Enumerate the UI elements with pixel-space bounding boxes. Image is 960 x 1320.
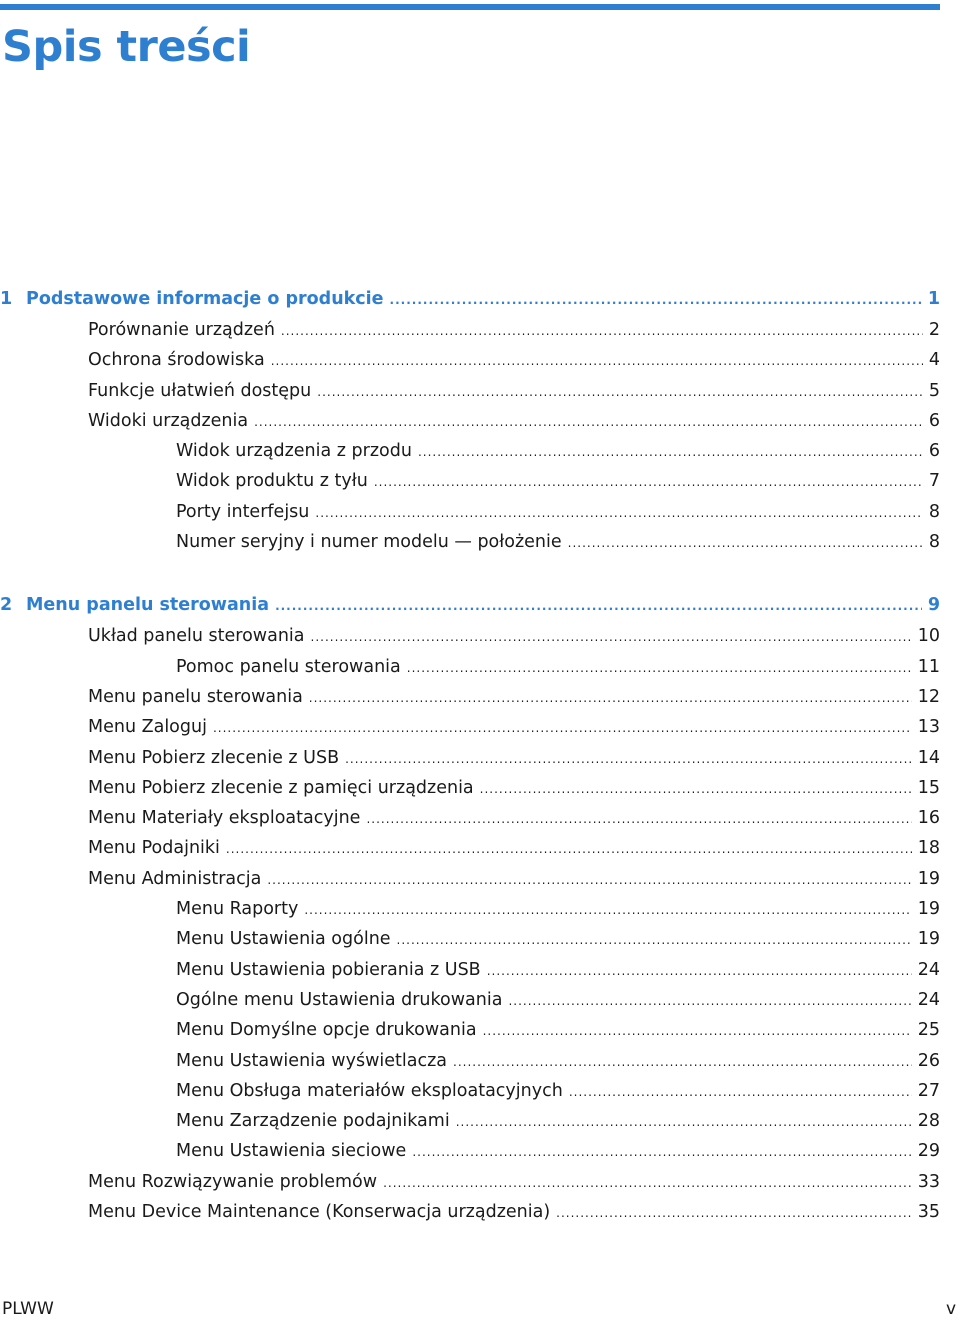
chapter-number: 2 [0,595,13,616]
entry-title: Menu Zarządzenie podajnikami [176,1111,450,1132]
entry-title: Menu Administracja [88,868,262,889]
page-number: 14 [917,747,940,768]
entry-title: Ochrona środowiska [88,350,265,371]
dot-leader [226,834,912,864]
entry-title: Porty interfejsu [176,501,310,522]
page-number: 28 [917,1111,940,1132]
toc-entry[interactable] [0,773,940,803]
dot-leader [366,804,911,834]
dot-leader [317,377,923,407]
toc-chapter-2 [0,590,940,1227]
dot-leader [418,437,923,467]
page-number: 13 [917,717,940,738]
page-number: 33 [917,1171,940,1192]
page-title: Spis treści [2,22,251,72]
toc-entry[interactable] [0,621,940,651]
dot-leader [487,956,912,986]
page-number: 26 [917,1050,940,1071]
entry-title: Menu Rozwiązywanie problemów [88,1171,378,1192]
page-number: 19 [917,899,940,920]
page-number: 27 [917,1080,940,1101]
dot-leader [456,1107,912,1137]
footer-page-number: v [945,1299,956,1319]
dot-leader [383,1168,912,1198]
page-number: 6 [928,410,940,431]
page-number: 6 [928,441,940,462]
dot-leader [480,774,912,804]
toc-entry[interactable] [0,955,940,985]
entry-title: Menu Materiały eksploatacyjne [88,808,361,829]
dot-leader [304,895,911,925]
page-number: 24 [917,989,940,1010]
toc-entry[interactable] [0,1015,940,1045]
page-number: 10 [917,626,940,647]
entry-title: Numer seryjny i numer modelu — położenie [176,532,562,553]
entry-title: Widok produktu z tyłu [176,471,368,492]
page-number: 11 [917,656,940,677]
toc-entry[interactable] [0,406,940,436]
toc-entry[interactable] [0,985,940,1015]
page-number: 4 [928,350,940,371]
dot-leader [254,407,923,437]
entry-title: Menu Zaloguj [88,717,207,738]
page-number: 25 [917,1020,940,1041]
entry-title: Układ panelu sterowania [88,626,305,647]
page-number: 18 [917,838,940,859]
chapter-number: 1 [0,289,13,309]
dot-leader [345,744,912,774]
page-number: 24 [917,959,940,980]
dot-leader [569,1077,912,1107]
entry-title: Porównanie urządzeń [88,320,275,340]
toc-chapter-1 [0,284,940,557]
toc-chapter-heading[interactable] [0,284,940,315]
dot-leader [556,1198,912,1228]
entry-title: Menu Pobierz zlecenie z pamięci urządzenia [88,777,474,798]
entry-title: Menu panelu sterowania [88,686,303,707]
dot-leader [213,713,912,743]
dot-leader [281,316,923,346]
dot-leader [271,346,923,376]
dot-leader [412,1137,911,1167]
entry-title: Menu Ustawienia wyświetlacza [176,1050,448,1071]
entry-title: Menu Podajniki [88,838,220,859]
toc-entry[interactable] [0,1136,940,1166]
toc-entry[interactable] [0,376,940,406]
dot-leader [390,285,922,316]
page-number: 19 [917,929,940,950]
entry-title: Menu Obsługa materiałów eksploatacyjnych [176,1080,563,1101]
entry-title: Widok urządzenia z przodu [176,441,412,462]
entry-title: Pomoc panelu sterowania [176,656,401,677]
entry-title: Widoki urządzenia [88,410,249,431]
page-number: 29 [917,1141,940,1162]
toc-entry[interactable] [0,833,940,863]
entry-title: Menu Ustawienia pobierania z USB [176,959,481,980]
toc-entry[interactable] [0,345,940,375]
dot-leader [397,925,912,955]
entry-title: Ogólne menu Ustawienia drukowania [176,989,503,1010]
toc-entry[interactable] [0,894,940,924]
entry-title: Menu Pobierz zlecenie z USB [88,747,340,768]
toc-entry[interactable] [0,315,940,345]
page-number: 12 [917,686,940,707]
chapter-title: Menu panelu sterowania [26,595,270,616]
toc-entry[interactable] [0,1076,940,1106]
toc-entry[interactable] [0,527,940,557]
toc-entry[interactable] [0,682,940,712]
toc-entry[interactable] [0,924,940,954]
header-rule [0,4,940,10]
dot-leader [374,467,923,497]
toc-entry[interactable] [0,864,940,894]
table-of-contents [0,284,940,1260]
toc-chapter-heading[interactable] [0,590,940,621]
dot-leader [309,683,912,713]
toc-entry[interactable] [0,743,940,773]
toc-entry[interactable] [0,1167,940,1197]
entry-title: Menu Raporty [176,899,299,920]
entry-title: Menu Device Maintenance (Konserwacja urządzenia) [88,1202,551,1223]
page-number: 15 [917,777,940,798]
dot-leader [315,498,922,528]
toc-entry[interactable] [0,466,940,496]
page-number: 7 [928,471,940,492]
page-number: 16 [917,808,940,829]
entry-title: Funkcje ułatwień dostępu [88,380,312,401]
entry-title: Menu Domyślne opcje drukowania [176,1020,477,1041]
footer-doc-code: PLWW [2,1299,54,1319]
page-number: 9 [927,595,940,616]
entry-title: Menu Ustawienia ogólne [176,929,391,950]
toc-entry[interactable] [0,803,940,833]
page-number: 1 [927,289,940,309]
page-number: 19 [917,868,940,889]
page-number: 2 [928,320,940,340]
page-number: 5 [928,380,940,401]
toc-entry[interactable] [0,712,940,742]
dot-leader [483,1016,912,1046]
entry-title: Menu Ustawienia sieciowe [176,1141,407,1162]
page-number: 8 [928,501,940,522]
chapter-title: Podstawowe informacje o produkcie [26,289,384,309]
toc-entry[interactable] [0,436,940,466]
toc-entry[interactable] [0,1046,940,1076]
dot-leader [508,986,911,1016]
toc-entry[interactable] [0,652,940,682]
toc-entry[interactable] [0,1197,940,1227]
toc-entry[interactable] [0,1106,940,1136]
dot-leader [453,1047,912,1077]
dot-leader [267,865,911,895]
dot-leader [311,622,912,652]
page-number: 8 [928,532,940,553]
page-number: 35 [917,1202,940,1223]
toc-entry[interactable] [0,497,940,527]
dot-leader [407,653,912,683]
dot-leader [568,528,923,558]
dot-leader [275,591,922,622]
